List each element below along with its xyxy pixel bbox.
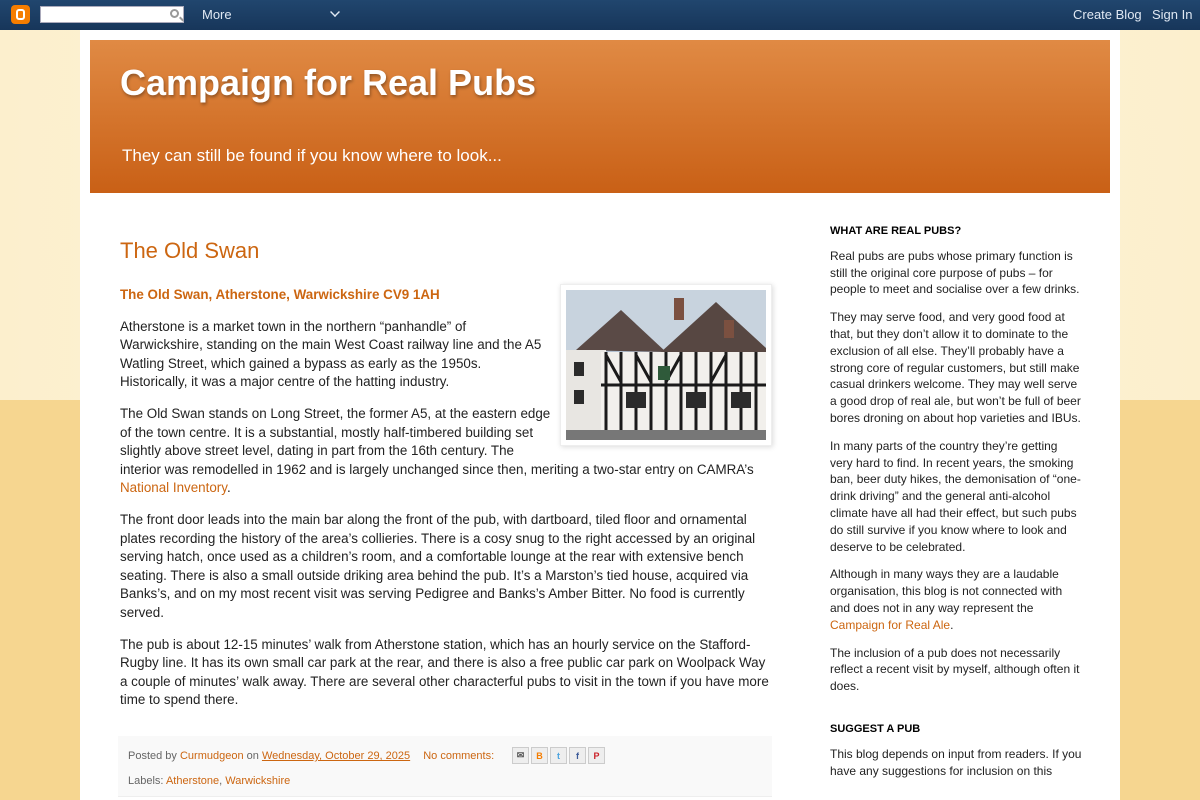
post-title[interactable]: The Old Swan <box>120 238 260 263</box>
sidebar-text-5: The inclusion of a pub does not necessarily reflect a recent visit by myself, although often it does. <box>830 645 1080 694</box>
blog-description: They can still be found if you know where to look... <box>122 146 502 165</box>
post-subtitle: The Old Swan, Atherstone, Warwickshire CV9 1AH <box>120 287 440 302</box>
post-meta <box>128 750 494 762</box>
sidebar <box>830 223 1082 790</box>
sidebar-text-3: In many parts of the country they’re getting very hard to find. In recent years, the smoking ban, beer duty hikes, the demonisation of “one-drink driving” and the general anti-alcohol climate have all had their effect, but such pubs do still survive if you know where to look and deserve to be celebrated. <box>830 438 1081 554</box>
post-body <box>120 286 772 710</box>
label-atherstone[interactable]: Atherstone <box>165 775 220 787</box>
national-inventory-link[interactable]: National Inventory <box>120 480 227 496</box>
sidebar-text-4-body: Although in many ways they are a laudable organisation, this blog is not connected with and does not in any way represent the <box>830 567 1063 615</box>
blogger-navbar <box>0 0 1200 30</box>
post-paragraph-1: Atherstone is a market town in the northern “panhandle” of Warwickshire, standing on the main West Coast railway line and the A5 Watling Street, which gained a bypass as early as the 1950s. Historically, it was a major centre of the hatting industry. <box>120 318 542 390</box>
more-menu[interactable]: More <box>202 7 232 22</box>
post-footer <box>118 736 772 797</box>
share-buttons <box>512 747 607 764</box>
sidebar-text-1: Real pubs are pubs whose primary function is still the original core purpose of pubs – for people to meet and socialise over a few drinks. <box>830 248 1080 297</box>
camra-link[interactable]: Campaign for Real Ale <box>830 617 951 632</box>
sidebar-text-2: They may serve food, and very good food at that, but they don’t allow it to dominate to the exclusion of all else. They’ll probably have a strong core of regular customers, but still make casual drinkers welcome. They may well serve a good drop of real ale, but won’t be full of beer bores droning on about hop varieties and IBUs. <box>830 310 1081 425</box>
comments-link[interactable]: No comments: <box>423 750 495 762</box>
labels-prefix: Labels: <box>128 775 164 787</box>
facebook-share-icon[interactable]: f <box>569 747 586 764</box>
sidebar-text-6: This blog depends on input from readers. If you have any suggestions for inclusion on this <box>830 746 1082 778</box>
sidebar-heading-what-are-real-pubs: WHAT ARE REAL PUBS? <box>830 225 962 237</box>
post-labels <box>128 775 290 787</box>
search-icon[interactable] <box>170 9 179 18</box>
on-label: on <box>246 750 259 762</box>
post-paragraph-2-text: The Old Swan stands on Long Street, the former A5, at the eastern edge of the town centre. It is a substantial, mostly half-timbered building set slightly above street level, dating in part from the 16th century. The interior was remodelled in 1962 and is largely unchanged since then, meriting a two-star entry on CAMRA’s <box>120 405 754 477</box>
post-paragraph-2-end: . <box>226 480 231 496</box>
sidebar-text-4 <box>830 566 1082 633</box>
blog-post <box>120 238 772 723</box>
pub-building-illustration <box>566 290 766 440</box>
label-warwickshire[interactable]: Warwickshire <box>225 775 291 787</box>
chevron-down-icon[interactable] <box>330 7 340 17</box>
blog-title[interactable]: Campaign for Real Pubs <box>120 62 537 103</box>
post-date-link[interactable]: Wednesday, October 29, 2025 <box>261 750 411 762</box>
create-blog-link[interactable]: Create Blog <box>1073 7 1142 22</box>
content-area <box>80 30 1120 800</box>
sidebar-text-4-end: . <box>950 617 954 632</box>
pub-photo[interactable] <box>560 284 772 446</box>
search-input[interactable] <box>40 6 184 23</box>
author-link[interactable]: Curmudgeon <box>179 750 244 762</box>
post-paragraph-4: The pub is about 12-15 minutes’ walk from Atherstone station, which has an hourly service on the Stafford-Rugby line. It has its own small car park at the rear, and there is also a free public car park on Woolpack Way a couple of minutes’ walk away. There are several other characterful pubs to visit in the town if you have more time to spend there. <box>120 636 769 708</box>
label-separator: , <box>219 775 223 787</box>
email-share-icon[interactable]: ✉ <box>512 747 529 764</box>
pinterest-share-icon[interactable]: P <box>588 747 605 764</box>
post-paragraph-3: The front door leads into the main bar along the front of the pub, with dartboard, tiled floor and ornamental plates recording the history of the area’s collieries. There is a cosy snug to the right accessed by an original serving hatch, once used as a children’s room, and a comfortable lounge at the rear with extensive bench seating. There is also a small outside driking area behind the pub. It’s a Marston’s tied house, acquired via Banks’s, and on my most recent visit was serving Pedigree and Banks’s Amber Bitter. No food is currently served. <box>120 511 756 620</box>
blogger-logo-icon[interactable] <box>11 5 30 24</box>
pub-photo-image[interactable] <box>566 290 766 440</box>
blog-header <box>90 40 1110 193</box>
posted-by-label: Posted by <box>128 750 177 762</box>
sign-in-link[interactable]: Sign In <box>1152 7 1193 22</box>
blogthis-share-icon[interactable]: B <box>531 747 548 764</box>
twitter-share-icon[interactable]: t <box>550 747 567 764</box>
sidebar-heading-suggest-a-pub: SUGGEST A PUB <box>830 722 921 735</box>
